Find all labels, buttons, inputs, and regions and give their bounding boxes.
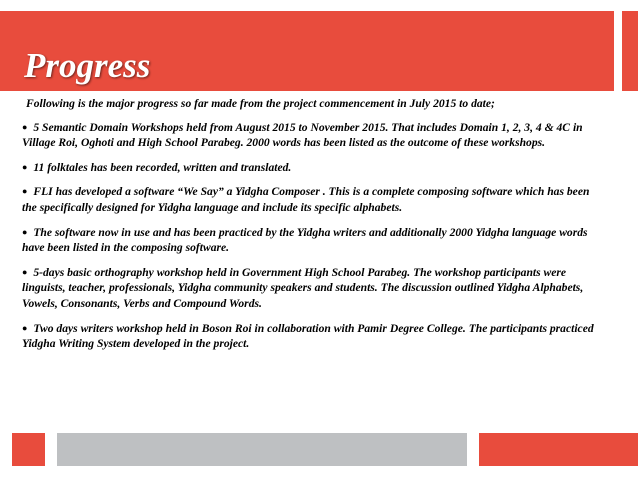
list-item-text: 11 folktales has been recorded, written and translated. [33, 160, 292, 174]
list-item-text: 5-days basic orthography workshop held in Government High School Parabeg. The workshop participants were linguists, teacher, professionals, Yidgha community speakers and students. The discussion outlined Yidgha Alphabets, Vowels, Consonants, Verbs and Compound Words. [22, 265, 584, 310]
bullet-icon: ● [22, 161, 28, 172]
bullet-icon: ● [22, 226, 28, 237]
slide-title: Progress [24, 46, 151, 85]
bullet-icon: ● [22, 266, 28, 277]
footer-accent-right [479, 433, 638, 466]
footer-accent-left [12, 433, 45, 466]
list-item-text: 5 Semantic Domain Workshops held from August 2015 to November 2015. That includes Domain 1, 2, 3, 4 & 4C in Village Roi, Oghoti and High School Parabeg. 2000 words has been listed as the outcome of these workshops. [22, 120, 583, 150]
list-item [22, 160, 602, 176]
bullet-icon: ● [22, 121, 28, 132]
slide-body [22, 96, 602, 361]
list-item [22, 120, 602, 151]
bullet-icon: ● [22, 322, 28, 333]
footer-bar [57, 433, 467, 466]
bullet-icon: ● [22, 186, 28, 197]
intro-text: Following is the major progress so far made from the project commencement in July 2015 to date; [26, 97, 495, 110]
list-item [22, 265, 602, 312]
title-accent-block [622, 11, 638, 91]
list-item-text: The software now in use and has been practiced by the Yidgha writers and additionally 2000 Yidgha language words have been listed in the composing software. [22, 225, 588, 255]
list-item [22, 184, 602, 215]
list-item [22, 225, 602, 256]
list-item-text: Two days writers workshop held in Boson Roi in collaboration with Pamir Degree College. The participants practiced Yidgha Writing System developed in the project. [22, 321, 594, 351]
list-item-text: FLI has developed a software “We Say” a Yidgha Composer . This is a complete composing software which has been the specifically designed for Yidgha language and include its specific alphabets. [22, 185, 590, 214]
list-item [22, 321, 602, 352]
